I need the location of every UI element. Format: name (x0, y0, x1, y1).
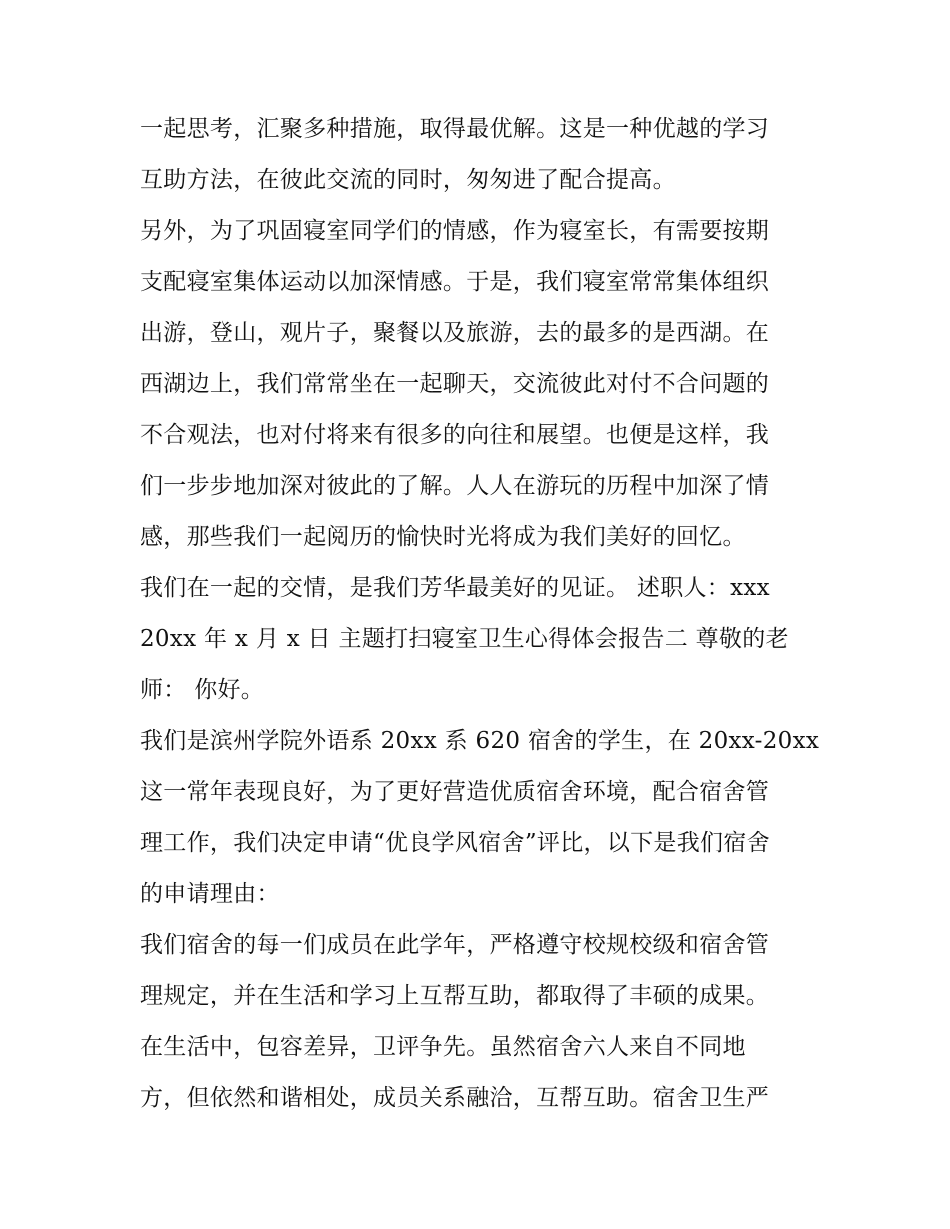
text-line: 出游，登山，观片子，聚餐以及旅游，去的最多的是西湖。在 (140, 320, 770, 346)
text-line: 在生活中，包容差异，卫评争先。虽然宿舍六人来自不同地 (140, 1034, 746, 1060)
text-line: 我们宿舍的每一们成员在此学年，严格遵守校规校级和宿舍管 (140, 932, 770, 958)
text-line: 互助方法，在彼此交流的同时，匆匆进了配合提高。 (140, 167, 676, 193)
text-line: 的申请理由： (140, 881, 280, 907)
text-line: 这一常年表现良好，为了更好营造优质宿舍环境，配合宿舍管 (140, 779, 770, 805)
text-line: 支配寝室集体运动以加深情感。于是，我们寝室常常集体组织 (140, 269, 770, 295)
text-line: 一起思考，汇聚多种措施，取得最优解。这是一种优越的学习 (140, 116, 770, 142)
text-line: 师： 你好。 (140, 677, 265, 703)
text-line: 20xx 年 x 月 x 日 主题打扫寝室卫生心得体会报告二 尊敬的老 (140, 626, 789, 652)
text-line: 我们是滨州学院外语系 20xx 系 620 宿舍的学生，在 20xx-20xx (140, 728, 820, 754)
text-line: 我们在一起的交情，是我们芳华最美好的见证。 述职人：xxx (140, 575, 770, 601)
text-line: 理工作，我们决定申请“优良学风宿舍”评比，以下是我们宿舍 (140, 830, 770, 856)
text-line: 们一步步地加深对彼此的了解。人人在游玩的历程中加深了情 (140, 473, 770, 499)
document-body (140, 104, 820, 1124)
text-line: 理规定，并在生活和学习上互帮互助，都取得了丰硕的成果。 (140, 983, 770, 1009)
text-line: 西湖边上，我们常常坐在一起聊天，交流彼此对付不合问题的 (140, 371, 770, 397)
text-line: 感，那些我们一起阅历的愉快时光将成为我们美好的回忆。 (140, 524, 746, 550)
text-line: 方，但依然和谐相处，成员关系融洽，互帮互助。宿舍卫生严 (140, 1085, 770, 1111)
text-line: 不合观法，也对付将来有很多的向往和展望。也便是这样，我 (140, 422, 770, 448)
text-line: 另外，为了巩固寝室同学们的情感，作为寝室长，有需要按期 (140, 218, 770, 244)
